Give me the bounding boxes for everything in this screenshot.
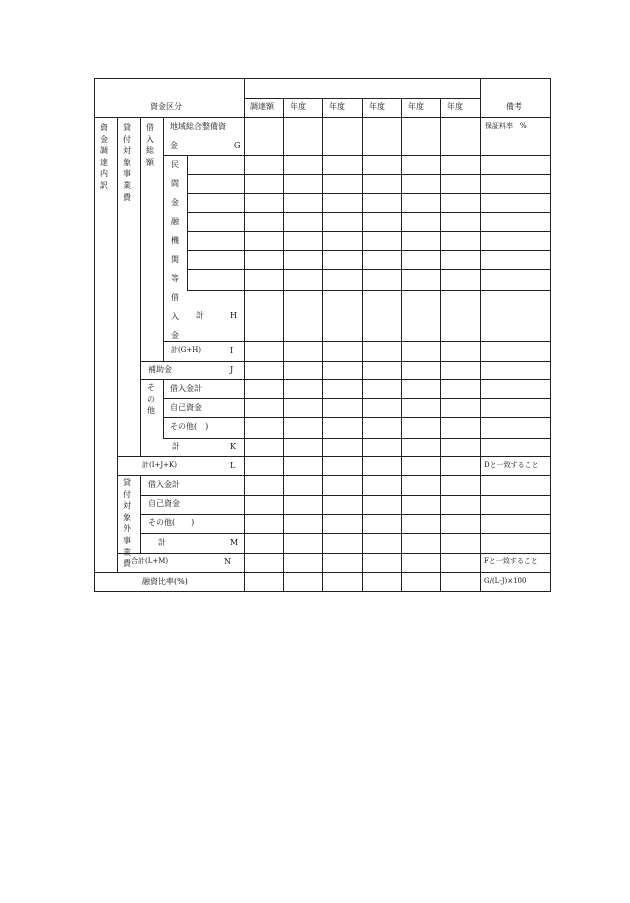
label-non-target: 貸付対象外事業費 <box>123 478 131 569</box>
label-nt-borrow-total: 借入金計 <box>148 480 180 489</box>
header-amount: 調達額 <box>250 102 274 111</box>
label-breakdown: 資金調達内訳 <box>100 123 108 190</box>
cat-line-3b <box>163 379 164 438</box>
remark-ratio-formula: G/(L-J)×100 <box>484 577 527 585</box>
label-own-funds: 自己資金 <box>170 403 202 412</box>
code-l: L <box>230 461 236 470</box>
row-line-438 <box>163 438 551 439</box>
label-financing-ratio: 融資比率(%) <box>142 577 188 586</box>
row-line-572 <box>94 572 551 573</box>
code-k: K <box>230 442 236 451</box>
cat-line-1 <box>117 117 118 572</box>
row-line-290 <box>187 290 551 291</box>
row-line-533 <box>140 533 551 534</box>
remark-match-f: Fと一致すること <box>484 557 538 565</box>
row-line-193 <box>187 193 551 194</box>
row-line-417 <box>163 417 551 418</box>
row-line-398 <box>163 398 551 399</box>
label-nt-other-paren: その他( ) <box>148 518 195 527</box>
label-regional-fund-2: 金 <box>170 141 178 150</box>
row-line-231 <box>187 231 551 232</box>
label-regional-fund-1: 地域総合整備資 <box>170 122 226 131</box>
col-line-fy1 <box>283 98 284 592</box>
cat-line-3 <box>163 117 164 361</box>
row-line-495 <box>140 495 551 496</box>
row-line-174 <box>187 174 551 175</box>
col-line-fy5 <box>440 98 441 592</box>
header-split <box>244 98 480 99</box>
frame-top <box>94 78 551 79</box>
label-other-group: その他 <box>147 383 155 416</box>
header-fy-1: 年度 <box>290 102 306 111</box>
label-nt-own-funds: 自己資金 <box>148 499 180 508</box>
row-line-456 <box>117 456 551 457</box>
row-line-212 <box>187 212 551 213</box>
label-m-total: 計 <box>158 538 166 547</box>
row-line-379 <box>140 379 551 380</box>
label-total-borrowing: 借入総額 <box>146 123 154 167</box>
frame-left <box>94 78 95 592</box>
row-line-514 <box>140 514 551 515</box>
label-subsidy: 補助金 <box>148 365 172 374</box>
row-line-361 <box>140 361 551 362</box>
label-private-subtotal: 計 <box>196 311 204 320</box>
header-fy-2: 年度 <box>329 102 345 111</box>
code-i: I <box>230 346 234 355</box>
label-loan-target: 貸付対象事業費 <box>123 123 131 202</box>
header-remarks: 備考 <box>506 102 522 111</box>
code-n: N <box>224 557 231 566</box>
label-private-finance: 民間金融機関等借入金 <box>171 160 179 340</box>
header-fy-3: 年度 <box>369 102 385 111</box>
code-h: H <box>230 311 237 320</box>
label-borrow-total: 借入金計 <box>170 384 202 393</box>
code-g: G <box>234 141 241 150</box>
row-line-553 <box>117 553 551 554</box>
remark-guarantee: 保証料率 % <box>485 122 527 130</box>
label-other-paren: その他( ) <box>170 422 209 431</box>
header-fy-4: 年度 <box>408 102 424 111</box>
col-line-fy4 <box>401 98 402 592</box>
row-line-475 <box>117 475 551 476</box>
col-line-fy2 <box>322 98 323 592</box>
col-line-fy3 <box>362 98 363 592</box>
remark-match-d: Dと一致すること <box>484 461 539 469</box>
header-fy-5: 年度 <box>447 102 463 111</box>
label-sum-ijk: 計(I+J+K) <box>142 461 177 469</box>
code-m: M <box>230 538 239 547</box>
label-k-total: 計 <box>172 442 180 451</box>
cat-line-2 <box>140 117 141 456</box>
label-sum-gh: 計(G+H) <box>171 346 202 354</box>
row-line-269 <box>187 269 551 270</box>
row-line-250 <box>187 250 551 251</box>
label-grand-total: 合計(L+M) <box>131 557 169 565</box>
row-line-155 <box>163 155 551 156</box>
code-j: J <box>230 365 234 374</box>
row-line-341 <box>163 341 551 342</box>
header-category: 資金区分 <box>150 102 182 111</box>
